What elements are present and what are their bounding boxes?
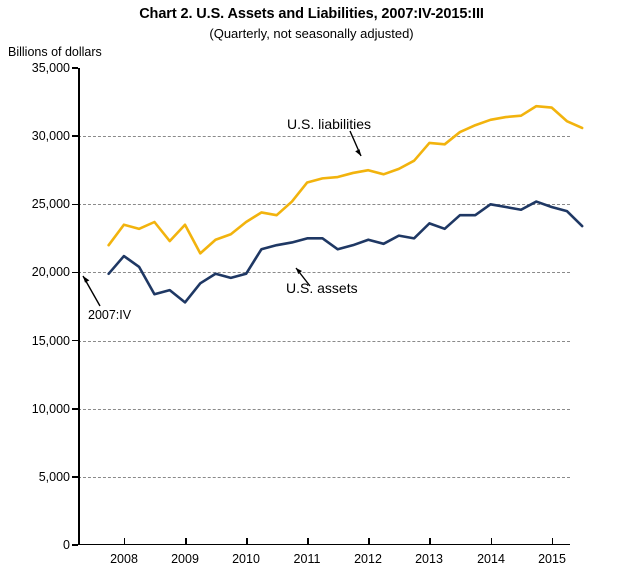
ytick-label-10000: 10,000: [31, 401, 70, 416]
y-axis-label: Billions of dollars: [8, 45, 102, 59]
ytick-label-0: 0: [63, 538, 70, 552]
xtick-label-2013: 2013: [415, 552, 443, 566]
ytick-label-5000: 5,000: [38, 469, 70, 484]
xtick-label-2012: 2012: [354, 552, 382, 566]
annotation-us-assets: U.S. assets: [286, 280, 358, 296]
xtick-label-2008: 2008: [110, 552, 138, 566]
annotation-arrow-liabilities: [350, 131, 361, 156]
xtick-label-2015: 2015: [538, 552, 566, 566]
annotation-2007iv: 2007:IV: [88, 308, 132, 322]
annotation-arrow-2007iv: [83, 276, 100, 306]
chart-title: Chart 2. U.S. Assets and Liabilities, 2007:IV-2015:III: [139, 6, 484, 22]
ytick-label-35000: 35,000: [31, 61, 70, 75]
ytick-label-15000: 15,000: [31, 333, 70, 348]
xtick-label-2010: 2010: [232, 552, 260, 566]
series-layer: [78, 68, 570, 545]
ytick-label-30000: 30,000: [31, 129, 70, 144]
xtick-label-2009: 2009: [171, 552, 199, 566]
xtick-label-2011: 2011: [293, 552, 321, 566]
ytick-label-20000: 20,000: [31, 265, 70, 280]
xtick-label-2014: 2014: [477, 552, 505, 566]
ytick-label-25000: 25,000: [31, 197, 70, 212]
annotation-us-liabilities: U.S. liabilities: [287, 116, 372, 132]
chart-subtitle: (Quarterly, not seasonally adjusted): [209, 26, 414, 41]
plot-area: [31, 61, 570, 566]
